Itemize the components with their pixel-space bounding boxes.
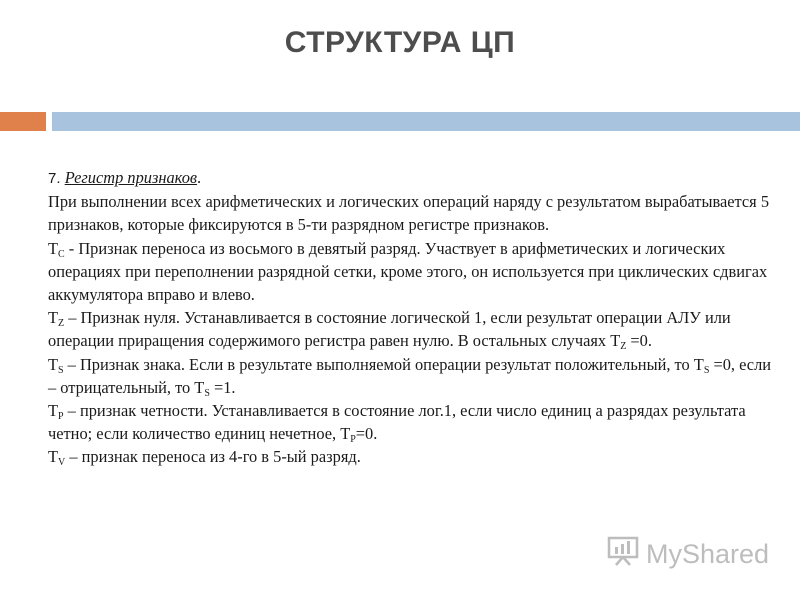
flag-description: – признак переноса из 4-го в 5-ый разряд. — [65, 447, 361, 467]
flag-subscript: S — [58, 364, 64, 376]
flag-tp-paragraph — [48, 399, 778, 445]
flag-subscript: P — [58, 411, 64, 423]
flag-letter: T — [48, 308, 59, 328]
flag-letter: T — [48, 238, 59, 258]
intro-paragraph: При выполнении всех арифметических и логических операций наряду с результатом вырабатывается 5 признаков, которые фиксируются в 5-ти разрядном регистре признаков. — [48, 192, 770, 235]
flag-value: =0. — [626, 331, 652, 351]
flag-description: – Признак нуля. Устанавливается в состояние логической 1, если результат операции АЛУ или операции приращения содержимого регистра равен нулю. В остальных случаях T — [48, 308, 731, 351]
slide-title: СТРУКТУРА ЦП — [284, 26, 516, 59]
flag-value: =1. — [209, 377, 236, 397]
watermark-text: MyShared — [646, 538, 770, 569]
orange-accent-bar — [0, 112, 46, 131]
flag-letter: T — [48, 354, 59, 374]
flag-tc-paragraph — [48, 237, 778, 307]
flag-value: =0. — [355, 424, 378, 444]
flag-letter: T — [48, 447, 59, 467]
slide-content — [48, 166, 778, 469]
presentation-board-icon — [606, 535, 646, 574]
section-heading — [48, 166, 778, 190]
flag-ts-paragraph — [48, 353, 778, 399]
flag-tv-paragraph — [48, 445, 778, 468]
myshared-watermark — [606, 536, 769, 572]
flag-description: – Признак знака. Если в результате выполняемой операции результат положительный, то T — [63, 354, 704, 374]
heading-text: Регистр признаков — [64, 168, 198, 187]
flag-subscript: C — [58, 248, 65, 260]
flag-subscript: S — [703, 364, 710, 376]
flag-subscript: V — [58, 457, 66, 469]
blue-accent-bar — [52, 112, 800, 131]
flag-tz-paragraph — [48, 306, 778, 352]
flag-subscript: S — [204, 387, 210, 399]
heading-number: 7. — [48, 170, 65, 187]
flag-value: =0, если – отрицательный, то T — [48, 354, 772, 397]
heading-period: . — [197, 168, 202, 187]
flag-subscript: P — [350, 434, 356, 446]
flag-subscript: Z — [620, 341, 627, 353]
flag-letter: T — [48, 401, 59, 421]
flag-subscript: Z — [58, 318, 65, 330]
flag-description: – признак четности. Устанавливается в состояние лог.1, если число единиц а разрядах результата четно; если количество единиц нечетное, T — [48, 401, 746, 444]
flag-description: - Признак переноса из восьмого в девятый разряд. Участвует в арифметических и логических операциях при переполнении разрядной сетки, кроме этого, он используется при циклических сдвигах аккумулятора вправо и влево. — [48, 238, 768, 305]
